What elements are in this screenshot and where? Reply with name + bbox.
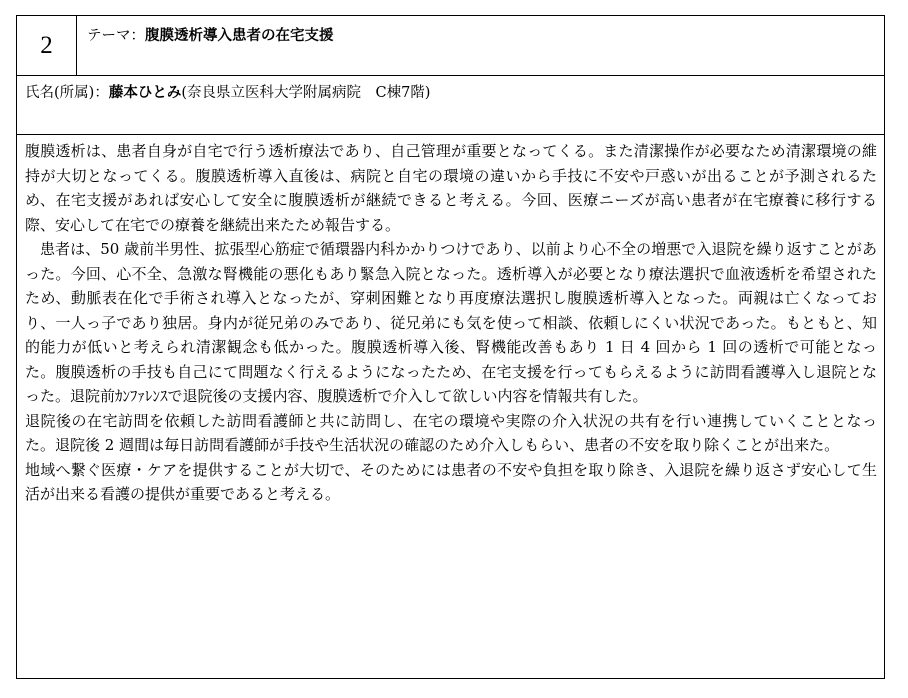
theme-title: 腹膜透析導入患者の在宅支援 <box>145 28 334 44</box>
author-prefix: 氏名(所属)： <box>25 85 109 101</box>
abstract-number: 2 <box>17 16 77 75</box>
abstract-body <box>25 139 877 507</box>
theme-prefix: テーマ： <box>87 28 145 44</box>
header-row <box>17 16 884 76</box>
abstract-sheet <box>16 15 885 679</box>
author-affiliation: (奈良県立医科大学附属病院 C棟7階) <box>181 85 431 101</box>
body-paragraph-3: 退院後の在宅訪問を依頼した訪問看護師と共に訪問し、在宅の環境や実際の介入状況の共有を行い連携していくこととなった。退院後 2 週間は毎日訪問看護師が手技や生活状況の確認のため介入しもらい、患者の不安を取り除くことが出来た。 <box>25 411 877 454</box>
author-row <box>17 76 884 135</box>
body-paragraph-4: 地域へ繋ぐ医療・ケアを提供することが大切で、そのためには患者の不安や負担を取り除き、入退院を繰り返さず安心して生活が出来る看護の提供が重要であると考える。 <box>25 460 877 503</box>
author-line <box>25 81 430 102</box>
author-name: 藤本ひとみ <box>108 85 182 101</box>
body-paragraph-2: 患者は、50 歳前半男性、拡張型心筋症で循環器内科かかりつけであり、以前より心不全の増悪で入退院を繰り返すことがあった。今回、心不全、急激な腎機能の悪化もあり緊急入院となった。透析導入が必要となり療法選択で血液透析を希望されたため、動脈表在化で手術され導入となったが、穿刺困難となり再度療法選択し腹膜透析導入となった。両親は亡くなっており、一人っ子であり独居。身内が従兄弟のみであり、従兄弟にも気を使って相談、依頼しにくい状況であった。もともと、知的能力が低いと考えられ清潔観念も低かった。腹膜透析導入後、腎機能改善もあり 1 日 4 回から 1 回の透析で可能となった。腹膜透析の手技も自己にて問題なく行えるようになったため、在宅支援を行ってもらえるように訪問看護導入し退院となった。退院前ｶﾝﾌｧﾚﾝｽで退院後の支援内容、腹膜透析で介入して欲しい内容を情報共有した。 <box>25 240 877 405</box>
body-paragraph-1: 腹膜透析は、患者自身が自宅で行う透析療法であり、自己管理が重要となってくる。また清潔操作が必要なため清潔環境の維持が大切となってくる。腹膜透析導入直後は、病院と自宅の環境の違いから手技に不安や戸惑いが出ることが予測されるため、在宅支援があれば安心して安全に腹膜透析が継続できると考える。今回、医療ニーズが高い患者が在宅療養に移行する際、安心して在宅での療養を継続出来たため報告する。 <box>25 142 877 234</box>
theme-line <box>87 24 334 45</box>
